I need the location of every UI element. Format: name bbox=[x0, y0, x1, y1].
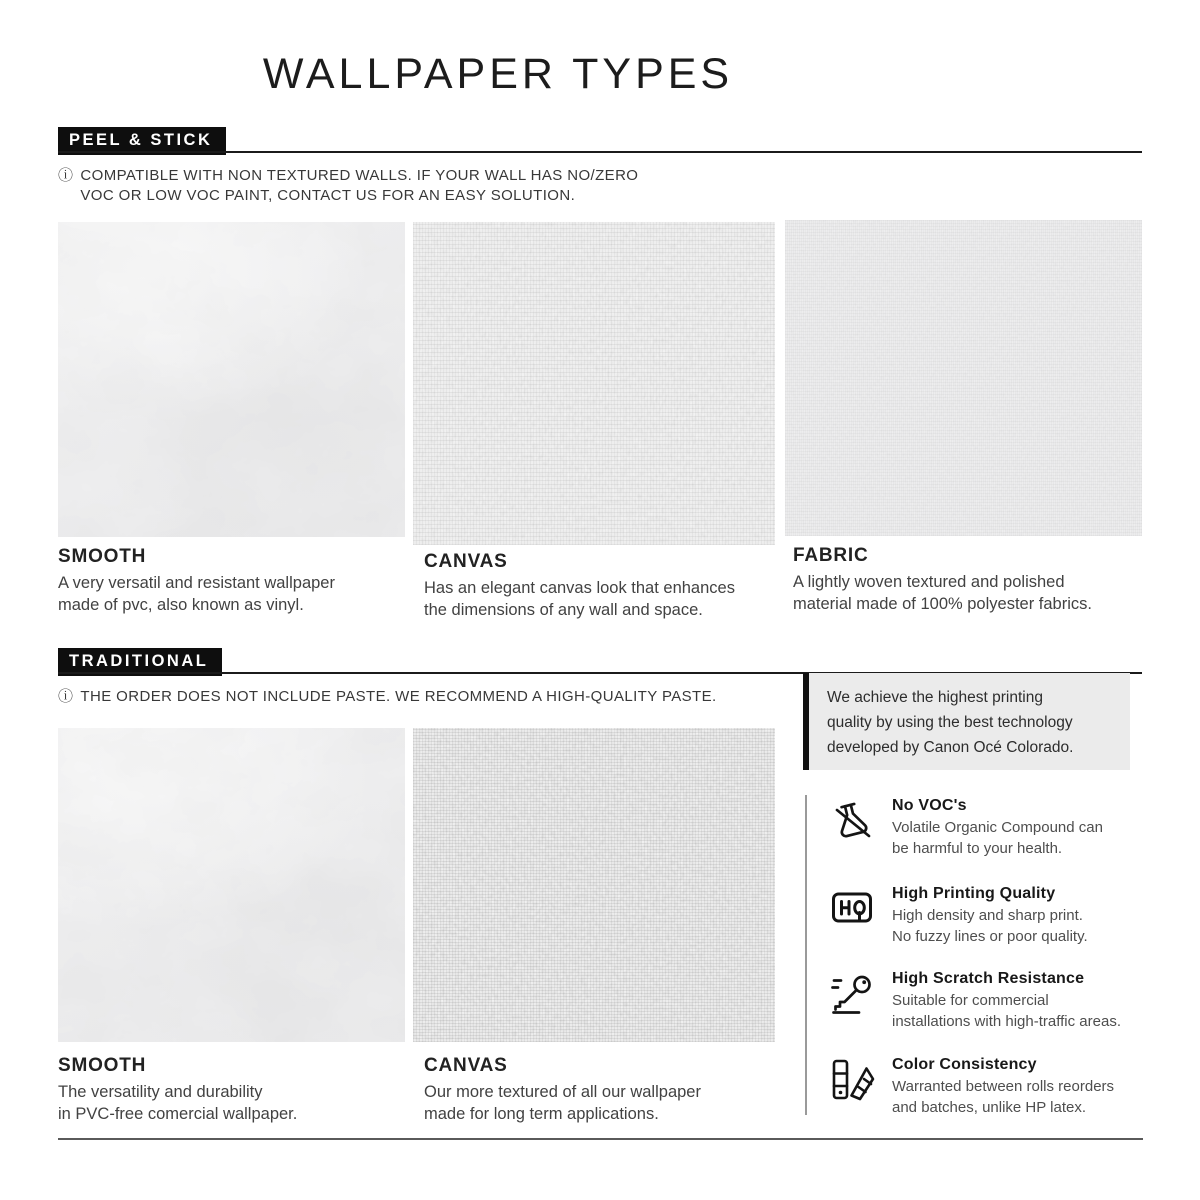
feature-desc-line: High density and sharp print. bbox=[892, 907, 1083, 924]
swatch-title: SMOOTH bbox=[58, 546, 147, 567]
swatch-desc-line: in PVC-free comercial wallpaper. bbox=[58, 1105, 298, 1123]
feature-desc-line: Warranted between rolls reorders bbox=[892, 1078, 1115, 1095]
no-voc-flask-icon bbox=[830, 797, 874, 859]
feature-desc-line: and batches, unlike HP latex. bbox=[892, 1098, 1087, 1116]
feature-desc-line: Suitable for commercial bbox=[892, 992, 1049, 1009]
section-rule bbox=[58, 151, 1142, 153]
info-icon: ⓘ bbox=[58, 688, 74, 705]
section-badge-peel-stick: PEEL & STICK bbox=[58, 127, 226, 155]
feature-desc bbox=[892, 818, 1103, 859]
quote-line: We achieve the highest printing bbox=[827, 689, 1043, 706]
swatch-desc bbox=[58, 572, 335, 616]
swatch-peel-smooth bbox=[58, 222, 405, 537]
hq-badge-icon bbox=[830, 885, 874, 947]
bottom-divider-line bbox=[58, 1138, 1143, 1140]
feature-desc bbox=[892, 906, 1088, 947]
swatch-desc bbox=[424, 577, 735, 621]
swatch-desc bbox=[424, 1081, 701, 1125]
traditional-note bbox=[58, 687, 778, 707]
canvas-texture-noise bbox=[413, 222, 775, 545]
peel-stick-note bbox=[58, 166, 698, 205]
feature-text bbox=[892, 885, 1088, 947]
fabric-texture-noise bbox=[785, 220, 1142, 536]
smooth-texture-noise bbox=[58, 222, 405, 537]
feature-desc-line: be harmful to your health. bbox=[892, 839, 1063, 857]
feature-desc bbox=[892, 991, 1121, 1032]
scratch-key-icon bbox=[830, 970, 874, 1032]
feature-title: Color Consistency bbox=[892, 1056, 1037, 1073]
feature-desc-line: Volatile Organic Compound can bbox=[892, 819, 1103, 836]
quote-line: developed by Canon Océ Colorado. bbox=[827, 739, 1074, 756]
swatch-desc-line: The versatility and durability bbox=[58, 1083, 263, 1101]
color-swatchbook-icon bbox=[830, 1056, 874, 1118]
swatch-title: CANVAS bbox=[424, 1055, 508, 1076]
canvas-rough-texture-noise bbox=[413, 728, 775, 1042]
feature-desc bbox=[892, 1077, 1114, 1118]
swatch-desc-line: A lightly woven textured and polished bbox=[793, 573, 1065, 591]
swatch-desc bbox=[793, 571, 1092, 615]
note-line: THE ORDER DOES NOT INCLUDE PASTE. WE RECOMMEND A HIGH-QUALITY PASTE. bbox=[80, 688, 717, 705]
feature-high-scratch-resistance bbox=[830, 970, 1160, 1032]
swatch-desc-line: material made of 100% polyester fabrics. bbox=[793, 595, 1092, 613]
swatch-desc-line: Has an elegant canvas look that enhances bbox=[424, 579, 735, 597]
feature-no-voc bbox=[830, 797, 1160, 859]
note-text bbox=[80, 166, 638, 205]
swatch-desc bbox=[58, 1081, 297, 1125]
swatch-desc-line: the dimensions of any wall and space. bbox=[424, 601, 703, 619]
feature-text bbox=[892, 970, 1121, 1032]
swatch-title: CANVAS bbox=[424, 551, 508, 572]
smooth-texture-noise bbox=[58, 728, 405, 1042]
swatch-desc-line: made for long term applications. bbox=[424, 1105, 659, 1123]
swatch-title: FABRIC bbox=[793, 545, 869, 566]
feature-high-printing-quality bbox=[830, 885, 1160, 947]
printing-quality-quote bbox=[803, 673, 1130, 770]
swatch-desc-line: Our more textured of all our wallpaper bbox=[424, 1083, 701, 1101]
note-line: COMPATIBLE WITH NON TEXTURED WALLS. IF YOUR WALL HAS NO/ZERO bbox=[80, 167, 639, 184]
feature-title: High Scratch Resistance bbox=[892, 970, 1085, 987]
swatch-peel-canvas bbox=[413, 222, 775, 545]
info-icon: ⓘ bbox=[58, 167, 74, 184]
swatch-traditional-canvas bbox=[413, 728, 775, 1042]
feature-text bbox=[892, 1056, 1114, 1118]
feature-desc-line: No fuzzy lines or poor quality. bbox=[892, 927, 1088, 945]
swatch-peel-fabric bbox=[785, 220, 1142, 536]
features-divider-line bbox=[805, 795, 807, 1115]
swatch-title: SMOOTH bbox=[58, 1055, 147, 1076]
feature-title: No VOC's bbox=[892, 797, 967, 814]
note-line: VOC OR LOW VOC PAINT, CONTACT US FOR AN EASY SOLUTION. bbox=[80, 186, 576, 204]
section-badge-traditional: TRADITIONAL bbox=[58, 648, 222, 676]
swatch-desc-line: made of pvc, also known as vinyl. bbox=[58, 596, 304, 614]
feature-text bbox=[892, 797, 1103, 859]
feature-desc-line: installations with high-traffic areas. bbox=[892, 1012, 1121, 1030]
note-text bbox=[80, 687, 716, 707]
swatch-traditional-smooth bbox=[58, 728, 405, 1042]
feature-color-consistency bbox=[830, 1056, 1160, 1118]
feature-title: High Printing Quality bbox=[892, 885, 1056, 902]
quote-line: quality by using the best technology bbox=[827, 714, 1073, 731]
page-title: WALLPAPER TYPES bbox=[262, 50, 734, 98]
swatch-desc-line: A very versatil and resistant wallpaper bbox=[58, 574, 335, 592]
